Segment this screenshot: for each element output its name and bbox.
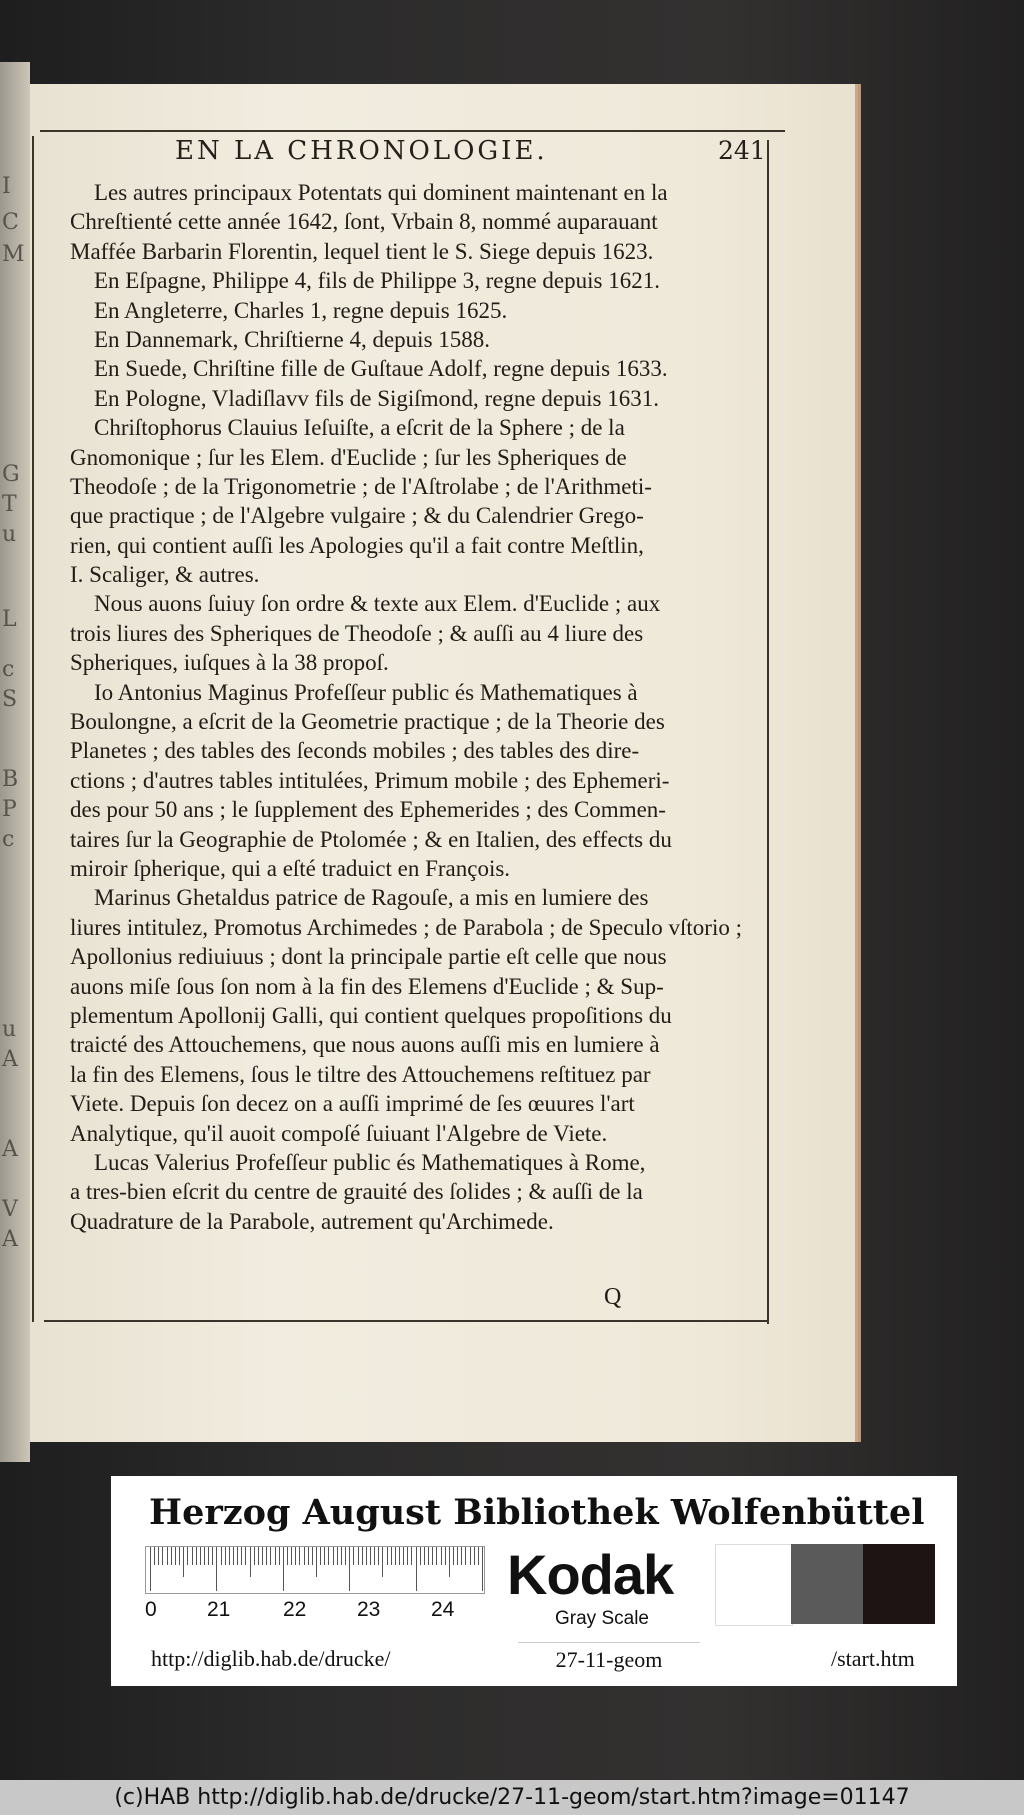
ruler-tick bbox=[387, 1547, 388, 1565]
text-line: Planetes ; des tables des ſeconds mobiles ; des tables des dire- bbox=[70, 738, 640, 764]
ruler-tick bbox=[436, 1547, 437, 1565]
text-line: auons miſe ſous ſon nom à la fin des Elemens d'Euclide ; & Sup- bbox=[70, 973, 664, 999]
text-line: rien, qui contient auſſi les Apologies qu'il a fait contre Meſtlin, bbox=[70, 532, 644, 558]
ruler-tick bbox=[324, 1547, 325, 1565]
ruler-tick bbox=[441, 1547, 442, 1565]
ruler-tick bbox=[457, 1547, 458, 1565]
ruler-tick bbox=[445, 1547, 446, 1565]
ruler-tick bbox=[154, 1547, 155, 1565]
ruler-tick bbox=[258, 1547, 259, 1565]
text-line: En Angleterre, Charles 1, regne depuis 1625. bbox=[94, 297, 508, 323]
ruler-scale bbox=[145, 1546, 485, 1594]
ruler-tick bbox=[192, 1547, 193, 1565]
ruler-tick bbox=[403, 1547, 404, 1565]
url-base: http://diglib.hab.de/drucke/ bbox=[151, 1646, 391, 1671]
ruler-tick bbox=[411, 1547, 412, 1565]
ruler-tick bbox=[179, 1547, 180, 1565]
ruler-tick bbox=[349, 1547, 350, 1591]
ruler-tick bbox=[378, 1547, 379, 1565]
text-line: En Pologne, Vladiſlavv fils de Sigiſmond, regne depuis 1631. bbox=[94, 385, 659, 411]
bottom-rule bbox=[44, 1320, 769, 1322]
ruler-tick bbox=[167, 1547, 168, 1565]
ruler-tick bbox=[316, 1547, 317, 1577]
ruler-tick bbox=[407, 1547, 408, 1565]
black-swatch bbox=[863, 1544, 935, 1624]
color-target-card bbox=[111, 1476, 957, 1686]
ruler-tick bbox=[478, 1547, 479, 1565]
ruler-tick bbox=[275, 1547, 276, 1565]
ruler-tick bbox=[366, 1547, 367, 1565]
text-line: Quadrature de la Parabole, autrement qu'Archimede. bbox=[70, 1208, 554, 1234]
url-identifier: 27-11-geom bbox=[518, 1642, 700, 1675]
text-line: Chreſtienté cette année 1642, ſont, Vrbain 8, nommé auparauant bbox=[70, 209, 658, 235]
text-line: Spheriques, iuſques à la 38 propoſ. bbox=[70, 650, 389, 676]
text-line: Boulongne, a eſcrit de la Geometrie practique ; de la Theorie des bbox=[70, 709, 665, 735]
ruler-tick bbox=[333, 1547, 334, 1565]
kodak-logo: Kodak bbox=[507, 1543, 674, 1606]
ruler-tick bbox=[279, 1547, 280, 1565]
ruler-tick bbox=[428, 1547, 429, 1565]
ruler-tick bbox=[399, 1547, 400, 1565]
text-line: des pour 50 ans ; le ſupplement des Ephemerides ; des Commen- bbox=[70, 797, 666, 823]
ruler-tick bbox=[225, 1547, 226, 1565]
ruler-numbers bbox=[145, 1598, 505, 1626]
ruler-tick bbox=[287, 1547, 288, 1565]
text-line: que practique ; de l'Algebre vulgaire ; & du Calendrier Grego- bbox=[70, 503, 644, 529]
ruler-tick bbox=[328, 1547, 329, 1565]
ruler-tick bbox=[158, 1547, 159, 1565]
ruler-tick bbox=[345, 1547, 346, 1565]
text-line: trois liures des Spheriques de Theodoſe ; & auſſi au 4 liure des bbox=[70, 620, 644, 646]
ruler-tick bbox=[291, 1547, 292, 1565]
text-line: Lucas Valerius Profeſſeur public és Mathematiques à Rome, bbox=[94, 1149, 646, 1175]
text-line: En Eſpagne, Philippe 4, fils de Philippe 3, regne depuis 1621. bbox=[94, 268, 660, 294]
ruler-tick bbox=[254, 1547, 255, 1565]
text-line: ctions ; d'autres tables intitulées, Primum mobile ; des Ephemeri- bbox=[70, 767, 670, 793]
text-line: Theodoſe ; de la Trigonometrie ; de l'Aſtrolabe ; de l'Arithmeti- bbox=[70, 473, 652, 499]
ruler-tick bbox=[453, 1547, 454, 1565]
url-end: /start.htm bbox=[831, 1646, 915, 1671]
ruler-tick bbox=[432, 1547, 433, 1565]
ruler-tick bbox=[320, 1547, 321, 1565]
ruler-tick bbox=[420, 1547, 421, 1565]
ruler-tick bbox=[270, 1547, 271, 1565]
ruler-tick bbox=[204, 1547, 205, 1565]
ruler-tick bbox=[308, 1547, 309, 1565]
ruler-tick bbox=[266, 1547, 267, 1565]
ruler-tick bbox=[229, 1547, 230, 1565]
text-line: Nous auons ſuiuy ſon ordre & texte aux Elem. d'Euclide ; aux bbox=[94, 591, 661, 617]
text-line: Viete. Depuis ſon decez on a auſſi imprimé de ſes œuures l'art bbox=[70, 1091, 635, 1117]
ruler-tick bbox=[449, 1547, 450, 1577]
ruler-tick bbox=[416, 1547, 417, 1591]
left-rule bbox=[32, 136, 34, 1322]
ruler-tick bbox=[175, 1547, 176, 1565]
text-line: la fin des Elemens, ſous le tiltre des Attouchemens reſtituez par bbox=[70, 1061, 651, 1087]
ruler-number: 22 bbox=[283, 1598, 307, 1621]
ruler-tick bbox=[187, 1547, 188, 1565]
text-line: Io Antonius Maginus Profeſſeur public és Mathematiques à bbox=[94, 679, 638, 705]
ruler-tick bbox=[482, 1547, 483, 1591]
ruler-tick bbox=[196, 1547, 197, 1565]
ruler-tick bbox=[382, 1547, 383, 1577]
ruler-tick bbox=[237, 1547, 238, 1565]
ruler-number: 23 bbox=[357, 1598, 381, 1621]
text-line: plementum Apollonij Galli, qui contient quelques propoſitions du bbox=[70, 1002, 672, 1028]
ruler-tick bbox=[221, 1547, 222, 1565]
text-line: Chriſtophorus Clauius Ieſuiſte, a eſcrit de la Sphere ; de la bbox=[94, 415, 625, 441]
ruler-tick bbox=[358, 1547, 359, 1565]
ruler-tick bbox=[200, 1547, 201, 1565]
page-number: 241 bbox=[718, 136, 766, 165]
text-line: traicté des Attouchemens, que nous auons auſſi mis en lumiere à bbox=[70, 1032, 660, 1058]
ruler-tick bbox=[395, 1547, 396, 1565]
ruler-tick bbox=[341, 1547, 342, 1565]
ruler-tick bbox=[295, 1547, 296, 1565]
ruler-tick bbox=[312, 1547, 313, 1565]
ruler-tick bbox=[262, 1547, 263, 1565]
running-title: EN LA CHRONOLOGIE. bbox=[175, 136, 548, 166]
ruler-number: 21 bbox=[207, 1598, 231, 1621]
ruler-tick bbox=[233, 1547, 234, 1565]
ruler-tick bbox=[241, 1547, 242, 1565]
ruler-tick bbox=[424, 1547, 425, 1565]
ruler-tick bbox=[216, 1547, 217, 1591]
ruler-tick bbox=[337, 1547, 338, 1565]
text-line: taires ſur la Geographie de Ptolomée ; & en Italien, des effects du bbox=[70, 826, 672, 852]
library-name: Herzog August Bibliothek Wolfenbüttel bbox=[149, 1492, 925, 1533]
ruler-tick bbox=[208, 1547, 209, 1565]
text-line: liures intitulez, Promotus Archimedes ; de Parabola ; de Speculo vſtorio ; bbox=[70, 914, 742, 940]
ruler-tick bbox=[465, 1547, 466, 1565]
text-line: Les autres principaux Potentats qui dominent maintenant en la bbox=[94, 180, 668, 205]
text-line: Marinus Ghetaldus patrice de Ragouſe, a mis en lumiere des bbox=[94, 885, 649, 911]
book-page bbox=[30, 84, 855, 1442]
text-line: I. Scaliger, & autres. bbox=[70, 562, 260, 588]
text-line: En Dannemark, Chriſtierne 4, depuis 1588. bbox=[94, 326, 491, 352]
ruler-tick bbox=[150, 1547, 151, 1591]
ruler-tick bbox=[245, 1547, 246, 1565]
ruler-tick bbox=[162, 1547, 163, 1565]
ruler-tick bbox=[250, 1547, 251, 1577]
text-line: a tres-bien eſcrit du centre de grauité des ſolides ; & auſſi de la bbox=[70, 1179, 643, 1205]
top-rule bbox=[40, 130, 785, 132]
previous-page-edge: I C M G T u L c S B P c u A A V A bbox=[0, 62, 30, 1462]
white-swatch bbox=[715, 1544, 793, 1626]
ruler-tick bbox=[470, 1547, 471, 1565]
ruler-tick bbox=[212, 1547, 213, 1565]
ruler-number: 0 bbox=[145, 1598, 157, 1621]
body-text bbox=[70, 178, 798, 1236]
ruler-tick bbox=[374, 1547, 375, 1565]
ruler-tick bbox=[353, 1547, 354, 1565]
text-line: miroir ſpherique, qui a eſté traduict en François. bbox=[70, 855, 511, 881]
text-line: Analytique, qu'il auoit compoſé ſuiuant l'Algebre de Viete. bbox=[70, 1120, 608, 1146]
text-line: En Suede, Chriſtine fille de Guſtaue Adolf, regne depuis 1633. bbox=[94, 356, 668, 382]
ruler-tick bbox=[304, 1547, 305, 1565]
text-line: Apollonius rediuiuus ; dont la principale partie eſt celle que nous bbox=[70, 944, 667, 970]
catchword: Q bbox=[604, 1284, 622, 1310]
ruler-tick bbox=[461, 1547, 462, 1565]
page-header bbox=[30, 136, 855, 176]
gray-scale-label: Gray Scale bbox=[555, 1608, 649, 1629]
ruler-tick bbox=[391, 1547, 392, 1565]
ruler-number: 24 bbox=[431, 1598, 455, 1621]
ruler-tick bbox=[370, 1547, 371, 1565]
ruler-tick bbox=[171, 1547, 172, 1565]
ruler-tick bbox=[362, 1547, 363, 1565]
gray-swatch bbox=[791, 1544, 863, 1624]
text-line: Gnomonique ; ſur les Elem. d'Euclide ; ſur les Spheriques de bbox=[70, 444, 627, 470]
ruler-tick bbox=[474, 1547, 475, 1565]
footer-caption: (c)HAB http://diglib.hab.de/drucke/27-11-geom/start.htm?image=01147 bbox=[0, 1780, 1024, 1815]
ruler-tick bbox=[183, 1547, 184, 1577]
ruler-tick bbox=[299, 1547, 300, 1565]
ruler-tick bbox=[283, 1547, 284, 1591]
text-line: Maffée Barbarin Florentin, lequel tient le S. Siege depuis 1623. bbox=[70, 238, 654, 264]
